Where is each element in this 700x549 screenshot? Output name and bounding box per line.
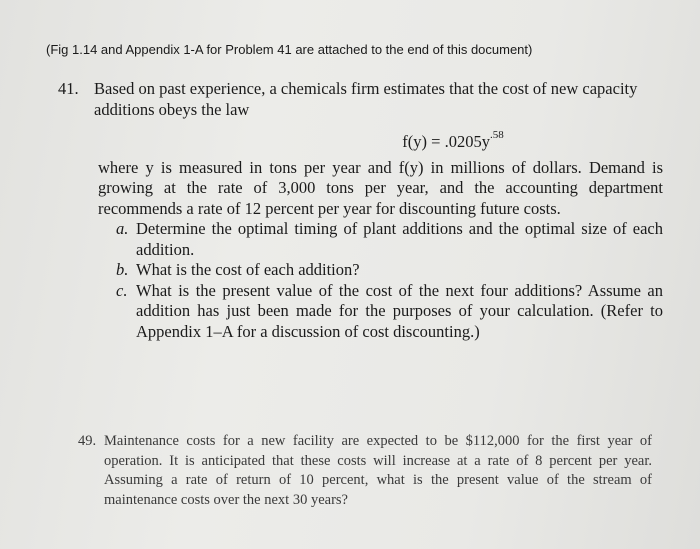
sub-question-c [116, 281, 663, 343]
sub-question-b [116, 260, 663, 281]
formula-main: f(y) = .0205y [402, 132, 490, 151]
attachment-note: (Fig 1.14 and Appendix 1-A for Problem 41 are attached to the end of this document) [46, 42, 533, 57]
formula-exponent: .58 [489, 129, 504, 141]
problem-intro: Based on past experience, a chemicals firm estimates that the cost of new capacity additions obeys the law [94, 79, 638, 119]
problem-41 [58, 79, 668, 342]
sub-question-text: What is the present value of the cost of the next four additions? Assume an addition has just been made for the purposes of your calculation. (Refer to Appendix 1–A for a discussion of cost discounting.) [136, 280, 663, 341]
sub-question-a [116, 219, 663, 260]
sub-question-text: What is the cost of each addition? [136, 260, 360, 279]
problem-body: where y is measured in tons per year and f(y) in millions of dollars. Demand is growing at the rate of 3,000 tons per year, and the accounting department recommends a rate of 12 percent per year for discounting future costs. [98, 157, 663, 218]
problem-number: 41. [58, 79, 79, 98]
problem-text: Maintenance costs for a new facility are expected to be $112,000 for the first year of operation. It is anticipated that these costs will increase at a rate of 8 percent per year. Assuming a rate of return of 10 percent, what is the present value of the stream of maintenance costs over the next 30 years? [104, 433, 652, 508]
sub-question-text: Determine the optimal timing of plant additions and the optimal size of each addition. [136, 219, 663, 259]
cost-formula [288, 125, 618, 153]
sub-question-label: c. [116, 280, 128, 300]
problem-49 [78, 432, 658, 510]
sub-question-label: b. [116, 260, 129, 279]
problem-number: 49. [78, 433, 97, 449]
sub-question-label: a. [116, 219, 129, 238]
